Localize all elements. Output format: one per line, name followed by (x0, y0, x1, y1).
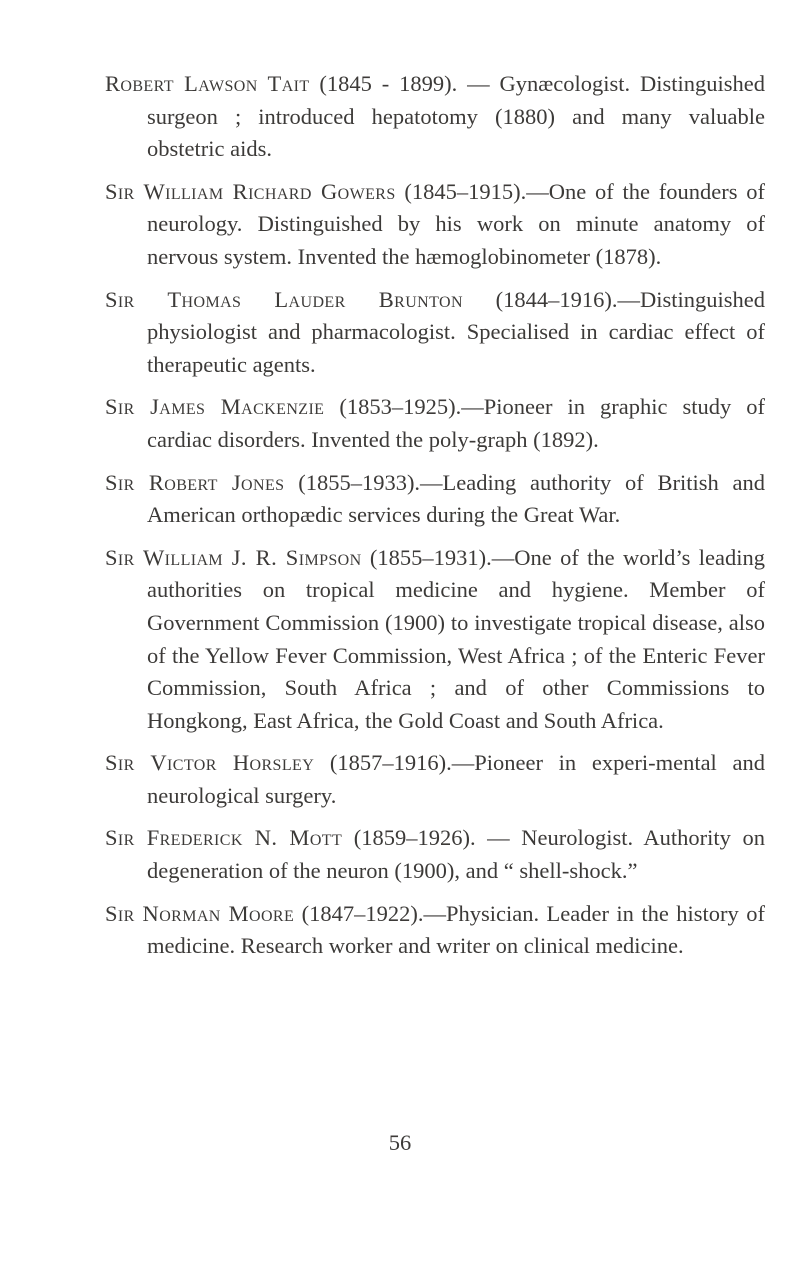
entry-text: (1845 - 1899). — Gynæcologist. Distinguished surgeon ; introduced hepatotomy (1880) and many valuable obstetric aids. (147, 71, 766, 162)
entry-text: (1855–1931).—One of the world’s leading authorities on tropical medicine and hygiene. Member of Government Commission (1900) to investigate tropical disease, also of the Yellow Fever Commission, West Africa ; of the Enteric Fever Commission, South Africa ; and of other Commissions to Hongkong, East Africa, the Gold Coast and South Africa. (147, 544, 765, 733)
entry-text: (1847–1922).—Physician. Leader in the history of medicine. Research worker and writer on clinical medicine. (147, 900, 765, 959)
entry-text: (1857–1916).—Pioneer in experi-mental and neurological surgery. (147, 750, 765, 808)
entry-text: (1853–1925).—Pioneer in graphic study of cardiac disorders. Invented the poly-graph (1892). (147, 394, 765, 452)
entry-brunton (105, 284, 765, 382)
entry-mott (105, 822, 765, 887)
page-number: 56 (388, 1130, 412, 1155)
entry-gowers (105, 176, 765, 274)
entry-name: Sir Norman Moore (105, 900, 295, 926)
entry-mackenzie (105, 391, 765, 456)
page-body (105, 68, 765, 973)
entry-name: Sir James Mackenzie (105, 394, 325, 420)
entry-text: (1845–1915).—One of the founders of neurology. Distinguished by his work on minute anatomy of nervous system. Invented the hæmoglobinometer (1878). (147, 178, 765, 269)
entry-simpson (105, 542, 765, 738)
entry-name: Sir Thomas Lauder Brunton (105, 286, 463, 312)
entry-name: Sir William J. R. Simpson (105, 544, 362, 570)
entry-text: (1855–1933).—Leading authority of British and American orthopædic services during the Great War. (147, 469, 765, 528)
entry-text: (1859–1926). — Neurologist. Authority on degeneration of the neuron (1900), and “ shell-shock.” (147, 825, 765, 884)
entry-name: Sir Victor Horsley (105, 750, 315, 776)
entry-moore (105, 898, 765, 963)
entry-name: Sir William Richard Gowers (105, 178, 396, 204)
entry-text: (1844–1916).—Distinguished physiologist and pharmacologist. Specialised in cardiac effect of therapeutic agents. (147, 286, 765, 377)
entry-name: Robert Lawson Tait (105, 71, 310, 96)
entry-tait (105, 68, 765, 166)
entry-horsley (105, 747, 765, 812)
entry-name: Sir Robert Jones (105, 469, 285, 495)
entry-jones (105, 467, 765, 532)
entry-name: Sir Frederick N. Mott (105, 825, 343, 851)
